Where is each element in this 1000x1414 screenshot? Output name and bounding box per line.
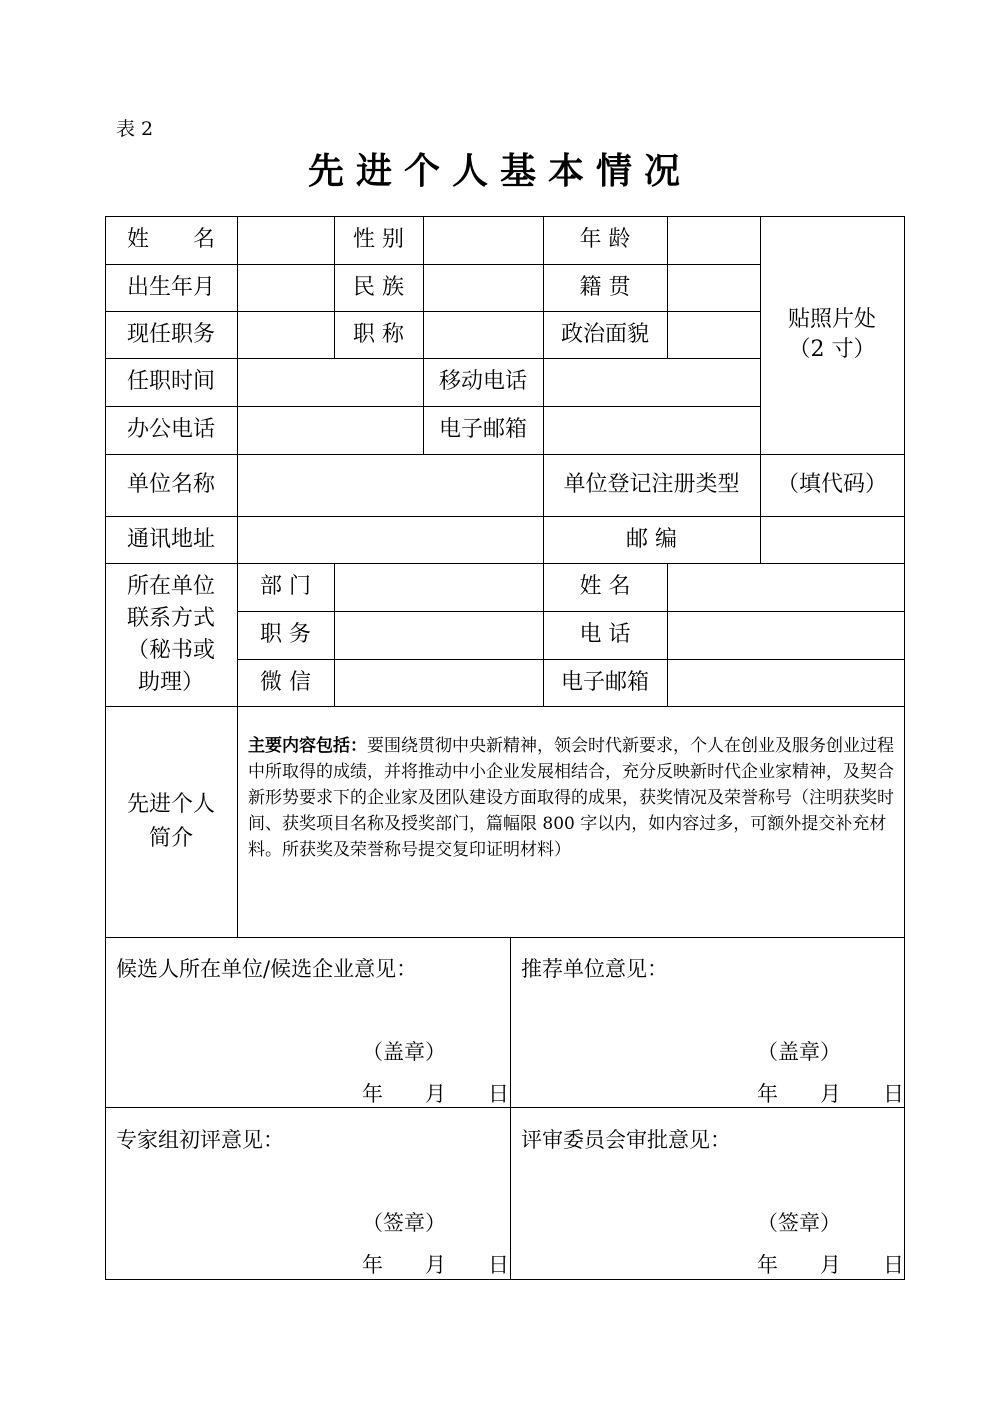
phone-field[interactable]	[667, 611, 904, 659]
birth-field[interactable]	[237, 264, 334, 311]
label-gender: 性 别	[353, 227, 404, 253]
label-phone: 电 话	[579, 622, 631, 648]
candidate-unit-date: 年 月 日	[362, 1082, 509, 1106]
intro-body: 要围绕贯彻中央新精神，领会时代新要求，个人在创业及服务创业过程中所取得的成绩，并将推动中小企业发展相结合，充分反映新时代企业家精神，及契合新形势要求下的企业家及团队建设方面取得的成果，获奖情况及荣誉称号（注明获奖时间、获奖项目名称及授奖部门，篇幅限 800 字以内，如内容过多，可额外提交补充材料。所获奖及荣誉称号提交复印证明材料）	[248, 736, 894, 860]
candidate-unit-seal: （盖章）	[362, 1040, 446, 1064]
label-birth: 出生年月	[126, 274, 215, 300]
label-intro	[105, 706, 237, 937]
label-address: 通讯地址	[126, 526, 215, 552]
label-office-phone: 办公电话	[126, 417, 215, 443]
committee-sign: （签章）	[757, 1211, 841, 1235]
recommender-date: 年 月 日	[757, 1082, 904, 1106]
reg-type-code-field[interactable]: （填代码）	[776, 472, 887, 498]
mobile-field[interactable]	[543, 358, 760, 406]
label-age: 年 龄	[579, 227, 631, 253]
email-field[interactable]	[543, 406, 760, 454]
political-field[interactable]	[667, 311, 760, 358]
label-position: 现任职务	[126, 321, 215, 347]
label-reg-type: 单位登记注册类型	[563, 472, 740, 498]
wechat-field[interactable]	[334, 659, 543, 706]
label-ethnicity: 民 族	[353, 274, 404, 300]
intro-text-area[interactable]	[248, 733, 896, 863]
dept-field[interactable]	[334, 563, 543, 611]
expert-opinion-title: 专家组初评意见：	[116, 1128, 284, 1152]
committee-opinion-title: 评审委员会审批意见：	[521, 1128, 731, 1152]
label-mobile: 移动电话	[438, 369, 527, 395]
label-intro-line2: 简介	[148, 825, 193, 851]
expert-date: 年 月 日	[362, 1253, 509, 1277]
label-name: 姓 名	[126, 227, 215, 253]
document-label: 表 2	[116, 118, 154, 140]
duty-field[interactable]	[334, 611, 543, 659]
tenure-field[interactable]	[237, 358, 423, 406]
recommender-opinion-title: 推荐单位意见：	[521, 957, 668, 981]
label-intro-line1: 先进个人	[126, 791, 215, 817]
expert-opinion-area[interactable]	[106, 1108, 509, 1278]
label-duty: 职 务	[260, 622, 311, 648]
label-email: 电子邮箱	[438, 417, 527, 443]
photo-box[interactable]	[760, 216, 904, 454]
title-field[interactable]	[423, 311, 543, 358]
label-title: 职 称	[353, 321, 404, 347]
label-contact-email: 电子邮箱	[560, 669, 649, 695]
gender-field[interactable]	[423, 216, 543, 264]
position-field[interactable]	[237, 311, 334, 358]
label-tenure: 任职时间	[126, 369, 215, 395]
committee-opinion-area[interactable]	[511, 1108, 903, 1278]
label-contact	[105, 563, 237, 706]
name-field[interactable]	[237, 216, 334, 264]
label-org-name: 单位名称	[126, 472, 215, 498]
label-contact-line3: （秘书或	[126, 637, 215, 663]
expert-sign: （签章）	[362, 1211, 446, 1235]
label-wechat: 微 信	[260, 669, 311, 695]
label-political: 政治面貌	[560, 321, 649, 347]
postcode-field[interactable]	[760, 516, 904, 563]
candidate-unit-opinion-title: 候选人所在单位/候选企业意见：	[116, 957, 418, 981]
office-phone-field[interactable]	[237, 406, 423, 454]
label-dept: 部 门	[260, 574, 311, 600]
recommender-seal: （盖章）	[757, 1040, 841, 1064]
org-name-field[interactable]	[237, 454, 543, 516]
contact-name-field[interactable]	[667, 563, 904, 611]
label-contact-line2: 联系方式	[126, 605, 215, 631]
native-place-field[interactable]	[667, 264, 760, 311]
recommender-opinion-area[interactable]	[511, 938, 903, 1106]
label-native-place: 籍 贯	[579, 274, 631, 300]
candidate-unit-opinion-area[interactable]	[106, 938, 509, 1106]
label-contact-line1: 所在单位	[126, 573, 215, 599]
photo-size-label: （2 寸）	[788, 337, 876, 362]
label-postcode: 邮 编	[626, 526, 677, 552]
page-title: 先进个人基本情况	[307, 151, 692, 192]
ethnicity-field[interactable]	[423, 264, 543, 311]
committee-date: 年 月 日	[757, 1253, 904, 1277]
photo-label: 贴照片处	[787, 307, 876, 333]
address-field[interactable]	[237, 516, 543, 563]
label-contact-line4: 助理）	[137, 669, 204, 695]
label-contact-name: 姓 名	[579, 574, 631, 600]
contact-email-field[interactable]	[667, 659, 904, 706]
age-field[interactable]	[667, 216, 760, 264]
intro-heading: 主要内容包括：	[248, 736, 367, 756]
